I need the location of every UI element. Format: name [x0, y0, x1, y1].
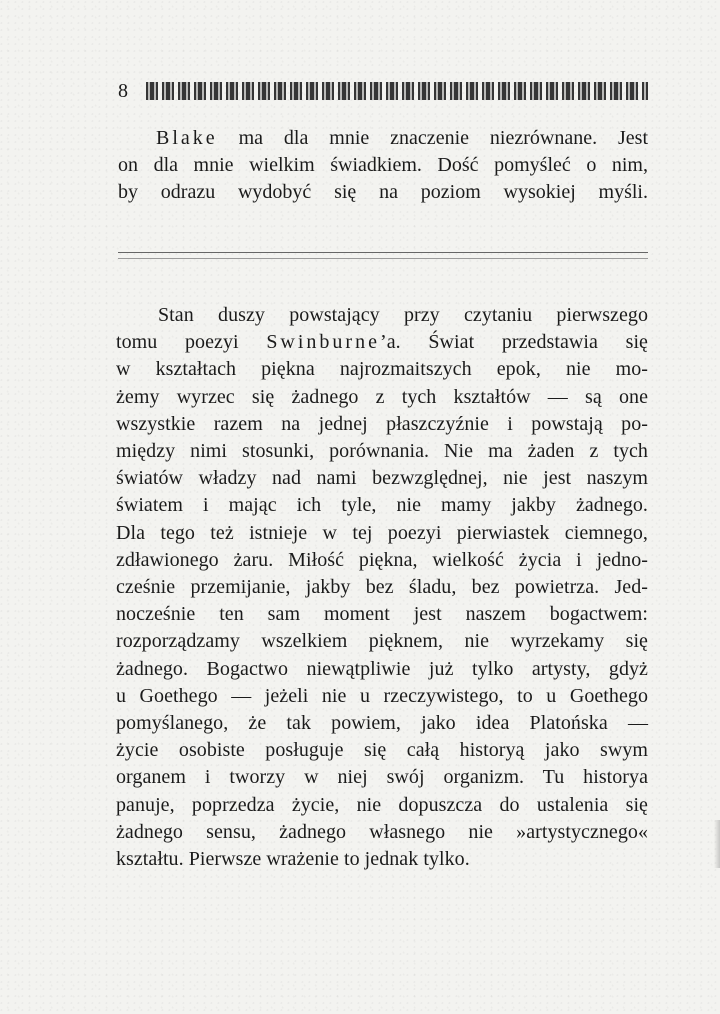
body-line: Stan duszy powstający przy czytaniu pierwszego [158, 304, 648, 326]
spaced-author-name: Swinburne [266, 331, 380, 354]
page-number: 8 [118, 80, 128, 102]
body-line: cześnie przemijanie, jakby bez śladu, bez powietrza. Jed- [116, 576, 648, 599]
section-divider-line [118, 252, 648, 253]
body-line: zdławionego żaru. Miłość piękna, wielkość życia i jedno- [116, 548, 648, 571]
body-line: żemy wyrzec się żadnego z tych kształtów — są one [116, 385, 648, 408]
epigraph-paragraph [118, 125, 648, 206]
scan-edge-mark [714, 820, 720, 868]
main-paragraph [116, 302, 648, 873]
body-line [116, 329, 648, 356]
body-line: wszystkie razem na jednej płaszczyźnie i powstają po- [116, 412, 648, 435]
epigraph-line: by odrazu wydobyć się na poziom wysokiej myśli. [118, 181, 648, 203]
body-line: u Goethego — jeżeli nie u rzeczywistego, to u Goethego [116, 684, 648, 707]
body-line: między nimi stosunki, porównania. Nie ma żaden z tych [116, 440, 648, 463]
body-line-text: ’a. Świat przedstawia się [379, 331, 648, 354]
body-line: żadnego sensu, żadnego własnego nie »artystycznego« [116, 820, 648, 843]
body-line-text: tomu poezyi [116, 331, 267, 354]
body-line: panuje, poprzedza życie, nie dopuszcza do ustalenia się [116, 793, 648, 816]
body-line: światem i mając ich tyle, nie mamy jakby żadnego. [116, 494, 648, 517]
epigraph-line [118, 125, 648, 152]
body-line: kształtu. Pierwsze wrażenie to jednak tylko. [116, 848, 470, 871]
body-line: w kształtach piękna najrozmaitszych epok, nie mo- [116, 358, 648, 381]
decorative-header-band [146, 82, 648, 100]
body-line: pomyślanego, że tak powiem, jako idea Platońska — [116, 712, 648, 735]
body-line: organem i tworzy w niej swój organizm. Tu historya [116, 766, 648, 789]
body-line: żadnego. Bogactwo niewątpliwie już tylko artysty, gdyż [116, 657, 648, 680]
ornament-pattern [146, 82, 648, 100]
body-line: rozporządzamy wszelkiem pięknem, nie wyrzekamy się [116, 630, 648, 653]
page-header [118, 78, 648, 104]
body-line: światów władzy nad nami bezwzględnej, nie jest naszym [116, 467, 648, 490]
epigraph-spaced-name: Blake [156, 127, 218, 149]
epigraph-line-text: ma dla mnie znaczenie niezrównane. Jest [217, 127, 648, 149]
body-line: Dla tego też istnieje w tej poezyi pierwiastek ciemnego, [116, 521, 648, 544]
body-line: życie osobiste posługuje się całą historyą jako swym [116, 739, 648, 762]
body-line: nocześnie ten sam moment jest naszem bogactwem: [116, 603, 648, 626]
section-divider-line-secondary [118, 258, 648, 259]
epigraph-line: on dla mnie wielkim świadkiem. Dość pomyśleć o nim, [118, 154, 648, 176]
